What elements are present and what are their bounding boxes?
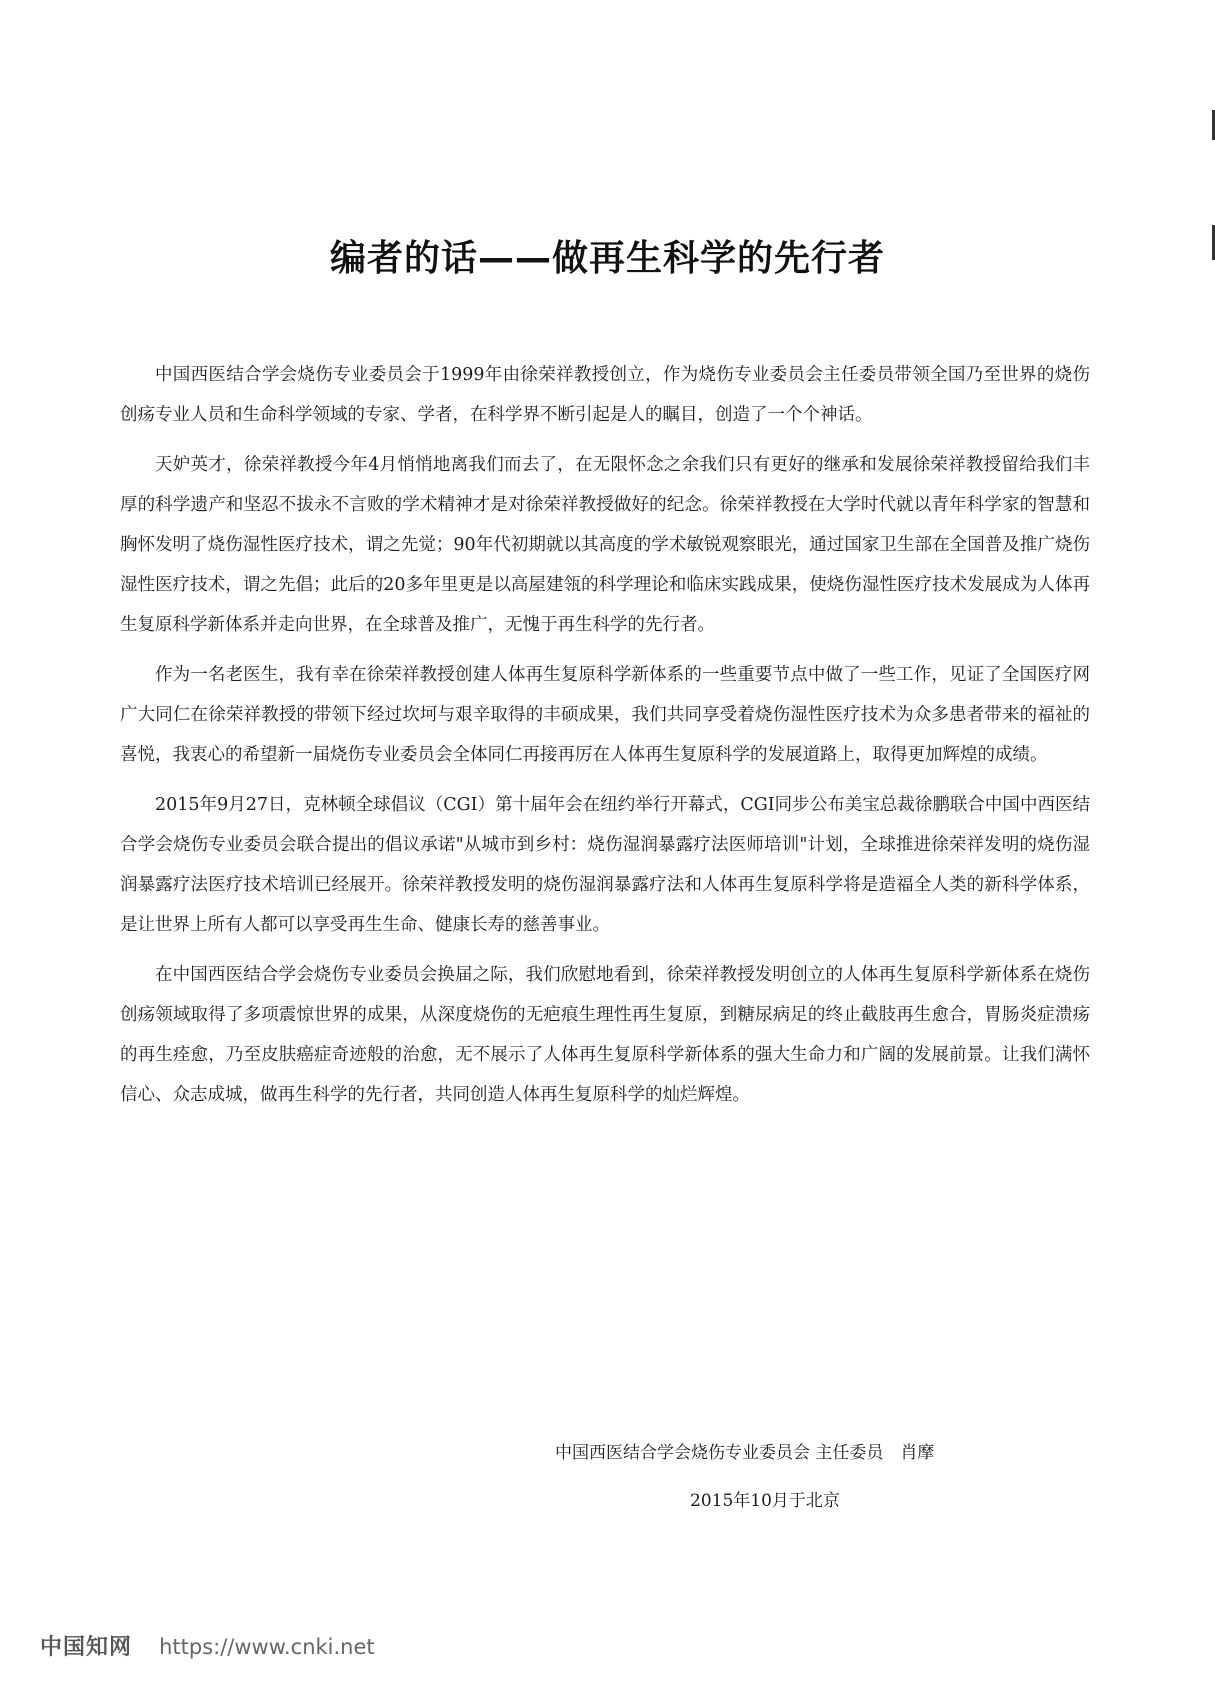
- paragraph: 2015年9月27日，克林顿全球倡议（CGI）第十届年会在纽约举行开幕式，CGI同步公布美宝总裁徐鹏联合中国中西医结合学会烧伤专业委员会联合提出的倡议承诺"从城市到乡村：烧伤湿润暴露疗法医师培训"计划，全球推进徐荣祥发明的烧伤湿润暴露疗法医疗技术培训已经展开。徐荣祥教授发明的烧伤湿润暴露疗法和人体再生复原科学将是造福全人类的新科学体系，是让世界上所有人都可以享受再生生命、健康长寿的慈善事业。: [120, 795, 1090, 935]
- paragraph: 中国西医结合学会烧伤专业委员会于1999年由徐荣祥教授创立，作为烧伤专业委员会主任委员带领全国乃至世界的烧伤创疡专业人员和生命科学领域的专家、学者，在科学界不断引起是人的瞩目，创造了一个个神话。: [120, 365, 1090, 425]
- cnki-logo: 中国知网: [40, 1635, 133, 1660]
- signature-date: 2015年10月于北京: [690, 1491, 840, 1511]
- paragraph: 在中国西医结合学会烧伤专业委员会换届之际，我们欣慰地看到，徐荣祥教授发明创立的人体再生复原科学新体系在烧伤创疡领域取得了多项震惊世界的成果，从深度烧伤的无疤痕生理性再生复原，到糖尿病足的终止截肢再生愈合，胃肠炎症溃疡的再生痊愈，乃至皮肤癌症奇迹般的治愈，无不展示了人体再生复原科学新体系的强大生命力和广阔的发展前景。让我们满怀信心、众志成城，做再生科学的先行者，共同创造人体再生复原科学的灿烂辉煌。: [120, 965, 1090, 1105]
- paragraph: 作为一名老医生，我有幸在徐荣祥教授创建人体再生复原科学新体系的一些重要节点中做了一些工作，见证了全国医疗网广大同仁在徐荣祥教授的带领下经过坎坷与艰辛取得的丰硕成果，我们共同享受着烧伤湿性医疗技术为众多患者带来的福祉的喜悦，我衷心的希望新一届烧伤专业委员会全体同仁再接再厉在人体再生复原科学的发展道路上，取得更加辉煌的成绩。: [120, 665, 1090, 765]
- page-title: 编者的话——做再生科学的先行者: [329, 238, 885, 279]
- signature-author: 中国西医结合学会烧伤专业委员会 主任委员 肖摩: [555, 1443, 935, 1463]
- body-text: [120, 355, 1090, 1125]
- cnki-url[interactable]: https://www.cnki.net: [159, 1635, 375, 1659]
- paragraph: 天妒英才，徐荣祥教授今年4月悄悄地离我们而去了，在无限怀念之余我们只有更好的继承和发展徐荣祥教授留给我们丰厚的科学遗产和坚忍不拔永不言败的学术精神才是对徐荣祥教授做好的纪念。徐荣祥教授在大学时代就以青年科学家的智慧和胸怀发明了烧伤湿性医疗技术，谓之先觉；90年代初期就以其高度的学术敏锐观察眼光，通过国家卫生部在全国普及推广烧伤湿性医疗技术，谓之先倡；此后的20多年里更是以高屋建瓴的科学理论和临床实践成果，使烧伤湿性医疗技术发展成为人体再生复原科学新体系并走向世界，在全球普及推广，无愧于再生科学的先行者。: [120, 455, 1090, 635]
- cnki-watermark: [40, 1630, 375, 1661]
